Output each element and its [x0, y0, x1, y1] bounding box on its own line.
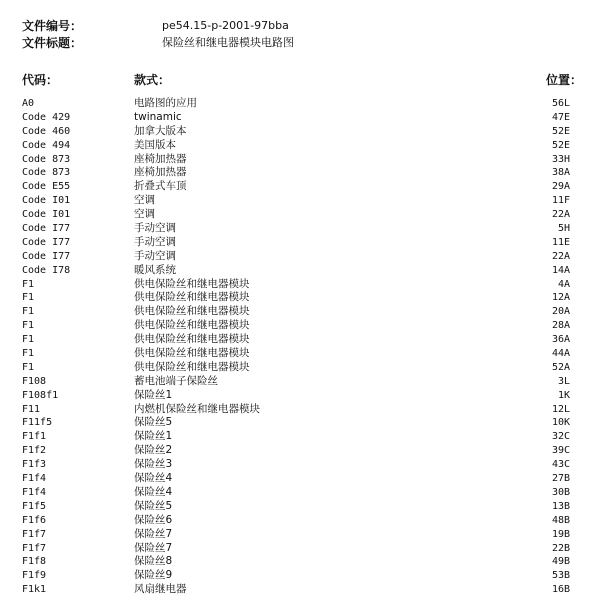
row-position: 47E	[551, 111, 570, 123]
doc-number-label: 文件编号：	[22, 19, 83, 33]
table-row	[0, 208, 604, 222]
row-model: 保险丝3	[134, 458, 173, 471]
row-position: 53B	[551, 570, 570, 582]
row-position: 52A	[551, 361, 570, 373]
row-model: 供电保险丝和继电器模块	[134, 291, 250, 304]
row-model: 电路图的应用	[134, 97, 197, 109]
row-code: F1f1	[22, 431, 47, 443]
row-model: 空调	[134, 208, 155, 221]
row-model: 供电保险丝和继电器模块	[134, 347, 250, 360]
table-row	[0, 194, 604, 208]
table-row	[0, 236, 604, 250]
row-model: 蓄电池端子保险丝	[134, 374, 218, 387]
row-code: F1	[22, 292, 35, 304]
row-model: 供电保险丝和继电器模块	[134, 333, 250, 346]
row-model: 座椅加热器	[134, 166, 187, 179]
row-model: 保险丝9	[134, 569, 173, 582]
row-model: 美国版本	[134, 138, 176, 151]
row-model: 风扇继电器	[134, 583, 187, 596]
row-model: 保险丝1	[134, 388, 173, 401]
table-row	[0, 500, 604, 514]
row-code: F1f7	[22, 542, 47, 554]
row-position: 44A	[551, 348, 570, 360]
row-position: 49B	[551, 556, 570, 568]
column-header-code: 代码：	[22, 73, 59, 87]
row-code: Code 494	[22, 139, 71, 151]
row-position: 43C	[551, 459, 570, 471]
row-model: 保险丝5	[134, 499, 173, 512]
row-position: 14A	[551, 264, 570, 276]
row-model: 供电保险丝和继电器模块	[134, 277, 250, 290]
doc-title-label: 文件标题：	[22, 36, 83, 50]
row-position: 10K	[551, 417, 570, 429]
row-position: 38A	[551, 167, 570, 179]
table-row	[0, 514, 604, 528]
row-model: 供电保险丝和继电器模块	[134, 319, 250, 332]
row-code: Code 429	[22, 111, 71, 123]
row-model: 手动空调	[134, 249, 176, 262]
row-model: 空调	[134, 194, 155, 207]
row-code: F108	[22, 375, 47, 387]
row-model: 手动空调	[134, 222, 176, 235]
row-model: 暖风系统	[134, 263, 176, 276]
row-position: 28A	[551, 320, 570, 332]
row-model: 加拿大版本	[134, 124, 187, 137]
row-position: 36A	[551, 334, 570, 346]
row-position: 16B	[551, 584, 570, 596]
row-model: twinamic	[134, 110, 182, 123]
row-model: 供电保险丝和继电器模块	[134, 305, 250, 318]
row-model: 保险丝5	[134, 416, 173, 429]
row-code: Code 460	[22, 125, 71, 137]
table-row	[0, 444, 604, 458]
doc-title-value: 保险丝和继电器模块电路图	[162, 36, 294, 49]
row-position: 20A	[551, 306, 570, 318]
row-code: Code 873	[22, 167, 71, 179]
row-model: 保险丝1	[134, 430, 173, 443]
row-code: F1	[22, 306, 35, 318]
row-position: 5H	[557, 223, 570, 235]
row-code: F1	[22, 348, 35, 360]
row-code: Code 873	[22, 153, 71, 165]
row-code: F1f5	[22, 500, 47, 512]
table-row	[0, 375, 604, 389]
row-model: 折叠式车顶	[134, 180, 187, 193]
row-position: 12A	[551, 292, 570, 304]
table-row	[0, 97, 604, 111]
row-code: Code I77	[22, 250, 71, 262]
table-row	[0, 291, 604, 305]
table-row	[0, 347, 604, 361]
row-code: F1f7	[22, 528, 47, 540]
table-row	[0, 222, 604, 236]
doc-title-row	[22, 35, 294, 51]
row-position: 52E	[551, 139, 570, 151]
column-header-position: 位置：	[545, 73, 582, 87]
row-code: Code I01	[22, 195, 71, 207]
table-row	[0, 583, 604, 597]
row-model: 保险丝4	[134, 485, 173, 498]
row-position: 27B	[551, 473, 570, 485]
table-row	[0, 319, 604, 333]
row-code: Code I78	[22, 264, 71, 276]
row-position: 22A	[551, 209, 570, 221]
row-code: F1f6	[22, 514, 47, 526]
table-row	[0, 111, 604, 125]
row-position: 52E	[551, 125, 570, 137]
row-code: F1	[22, 278, 35, 290]
table-row	[0, 180, 604, 194]
table-row	[0, 153, 604, 167]
row-position: 56L	[551, 98, 570, 109]
row-code: F1	[22, 320, 35, 332]
code-table	[0, 97, 604, 597]
row-code: F1	[22, 334, 35, 346]
row-position: 48B	[551, 514, 570, 526]
table-row	[0, 458, 604, 472]
row-code: F11f5	[22, 417, 53, 429]
table-row	[0, 542, 604, 556]
table-row	[0, 264, 604, 278]
table-row	[0, 430, 604, 444]
row-code: A0	[22, 98, 35, 109]
row-model: 保险丝6	[134, 513, 173, 526]
row-model: 保险丝8	[134, 555, 173, 568]
row-model: 保险丝4	[134, 472, 173, 485]
row-position: 22A	[551, 250, 570, 262]
row-position: 1K	[557, 389, 570, 401]
row-position: 3L	[557, 375, 570, 387]
row-position: 11E	[551, 236, 570, 248]
table-row	[0, 569, 604, 583]
row-code: Code I77	[22, 236, 71, 248]
row-code: F1f4	[22, 473, 47, 485]
table-row	[0, 555, 604, 569]
row-code: F1k1	[22, 584, 47, 596]
row-position: 39C	[551, 445, 570, 457]
doc-number-row	[22, 18, 289, 34]
row-code: F1f9	[22, 570, 47, 582]
row-position: 13B	[551, 500, 570, 512]
table-row	[0, 333, 604, 347]
table-row	[0, 403, 604, 417]
row-model: 内燃机保险丝和继电器模块	[134, 402, 260, 415]
row-model: 保险丝2	[134, 444, 173, 457]
table-row	[0, 305, 604, 319]
row-position: 12L	[551, 403, 570, 415]
row-code: F1f8	[22, 556, 47, 568]
row-position: 22B	[551, 542, 570, 554]
table-row	[0, 125, 604, 139]
row-model: 手动空调	[134, 235, 176, 248]
table-row	[0, 416, 604, 430]
row-model: 供电保险丝和继电器模块	[134, 360, 250, 373]
row-position: 11F	[551, 195, 570, 207]
table-row	[0, 139, 604, 153]
row-code: F1f4	[22, 486, 47, 498]
row-position: 33H	[551, 153, 570, 165]
row-code: F108f1	[22, 389, 59, 401]
row-code: Code E55	[22, 181, 71, 193]
table-row	[0, 472, 604, 486]
table-row	[0, 486, 604, 500]
row-model: 保险丝7	[134, 541, 173, 554]
row-position: 30B	[551, 486, 570, 498]
row-model: 座椅加热器	[134, 152, 187, 165]
row-position: 32C	[551, 431, 570, 443]
row-model: 保险丝7	[134, 527, 173, 540]
column-header-model: 款式：	[134, 73, 171, 87]
table-row	[0, 166, 604, 180]
row-position: 29A	[551, 181, 570, 193]
row-code: F11	[22, 403, 41, 415]
row-code: F1f2	[22, 445, 47, 457]
row-code: Code I77	[22, 223, 71, 235]
row-position: 19B	[551, 528, 570, 540]
table-row	[0, 528, 604, 542]
doc-number-value: pe54.15-p-2001-97bba	[162, 19, 289, 32]
table-row	[0, 278, 604, 292]
row-code: F1	[22, 361, 35, 373]
row-code: F1f3	[22, 459, 47, 471]
table-row	[0, 389, 604, 403]
table-row	[0, 361, 604, 375]
row-code: Code I01	[22, 209, 71, 221]
row-position: 4A	[557, 278, 570, 290]
table-row	[0, 250, 604, 264]
